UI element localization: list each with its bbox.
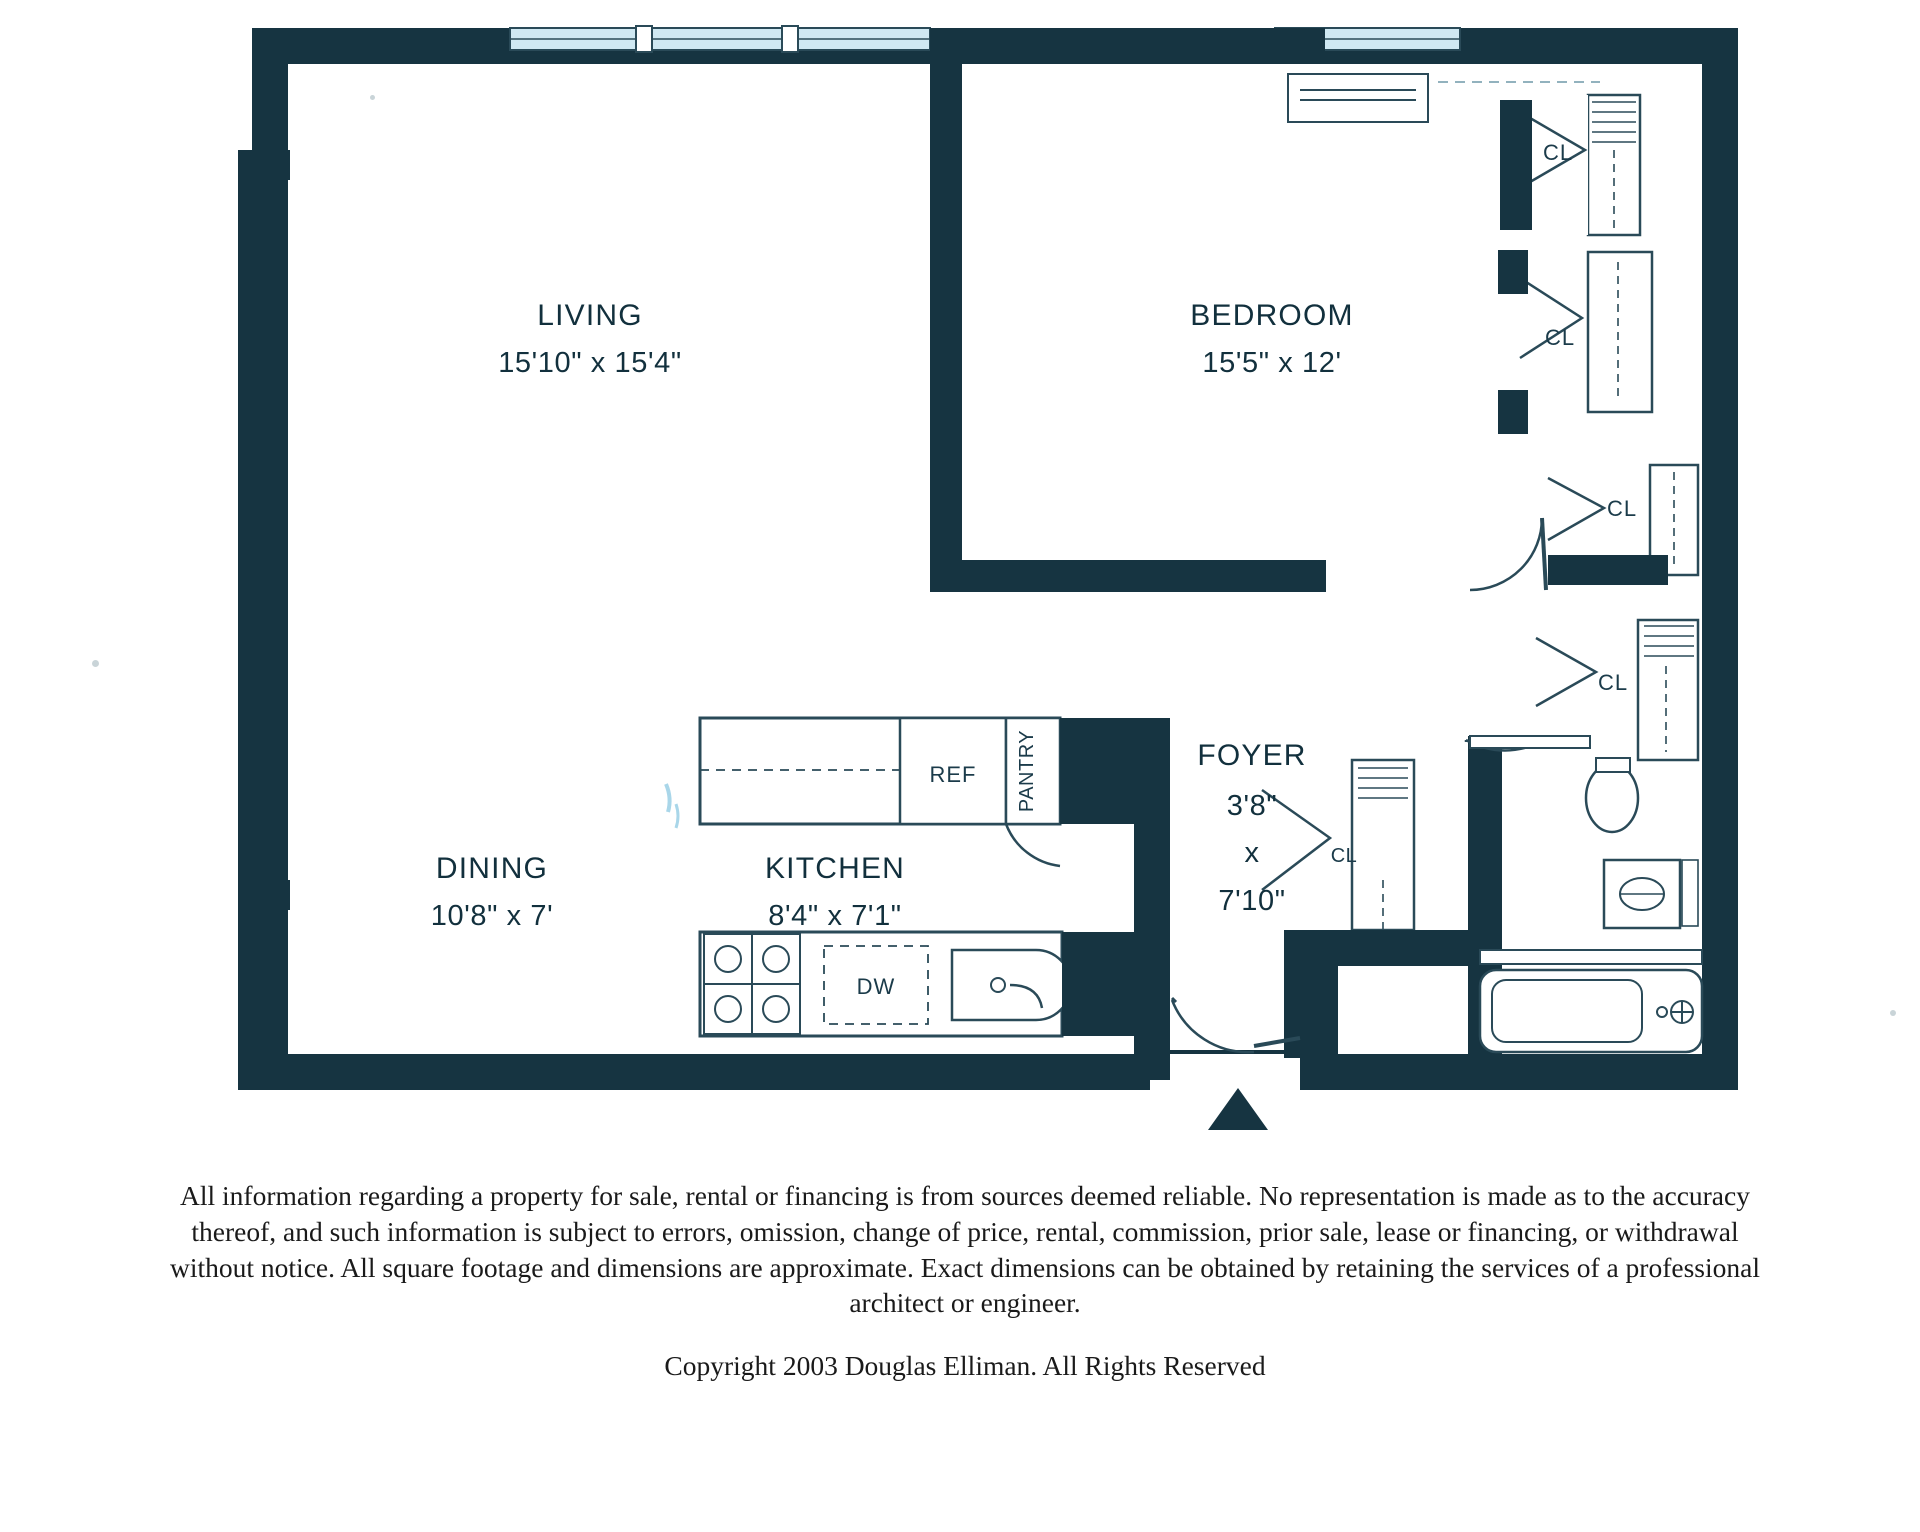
closet-3 — [1548, 465, 1698, 585]
room-label-foyer — [1197, 739, 1306, 917]
foyer-dim-2: 7'10" — [1218, 885, 1286, 917]
closet-label-2: CL — [1544, 325, 1576, 350]
room-label-bedroom — [1190, 299, 1353, 379]
door-bedroom — [1470, 518, 1546, 590]
kitchen-name: KITCHEN — [764, 852, 906, 885]
closet-1 — [1500, 95, 1640, 235]
living-dimensions: 15'10" x 15'4" — [498, 347, 682, 379]
disclaimer-text: All information regarding a property for sale, rental or financing is from sources deemed reliable. No representation is made as to the accuracy thereof, and such information is subject to errors, omission, change of price, rental, commission, prior sale, lease or financing, or withdrawal without notice. All square footage and dimensions are approximate. Exact dimensions can be obtained by retaining the services of a professional architect or engineer. — [170, 1180, 1760, 1319]
foyer-dim-1: 3'8" — [1226, 790, 1278, 822]
closet-label-1: CL — [1542, 140, 1574, 165]
entry-door — [1172, 998, 1300, 1130]
window-living — [510, 26, 930, 52]
dishwasher-label: DW — [856, 974, 896, 999]
kitchen-dimensions: 8'4" x 7'1" — [768, 900, 902, 932]
bedroom-dimensions: 15'5" x 12' — [1202, 347, 1342, 379]
bedroom-name: BEDROOM — [1190, 299, 1354, 332]
room-label-kitchen — [765, 852, 905, 932]
dining-name: DINING — [435, 852, 549, 885]
pantry-label: PANTRY — [1016, 729, 1038, 813]
living-name: LIVING — [537, 299, 643, 332]
copyright-text: Copyright 2003 Douglas Elliman. All Rights Reserved — [664, 1350, 1266, 1381]
closet-label-3: CL — [1606, 496, 1638, 521]
foyer-dim-x: x — [1244, 837, 1260, 869]
door-bath-foyer — [1470, 736, 1590, 748]
room-label-dining — [431, 852, 554, 932]
refrigerator-label: REF — [929, 762, 977, 787]
room-label-living — [498, 299, 682, 379]
closet-label-4: CL — [1597, 670, 1629, 695]
wall-left-lower — [238, 180, 274, 892]
foyer-name: FOYER — [1197, 739, 1307, 772]
closet-label-5: CL — [1330, 845, 1358, 867]
closet-2 — [1498, 250, 1652, 434]
scan-artifact — [666, 784, 678, 828]
dining-dimensions: 10'8" x 7' — [430, 900, 554, 932]
